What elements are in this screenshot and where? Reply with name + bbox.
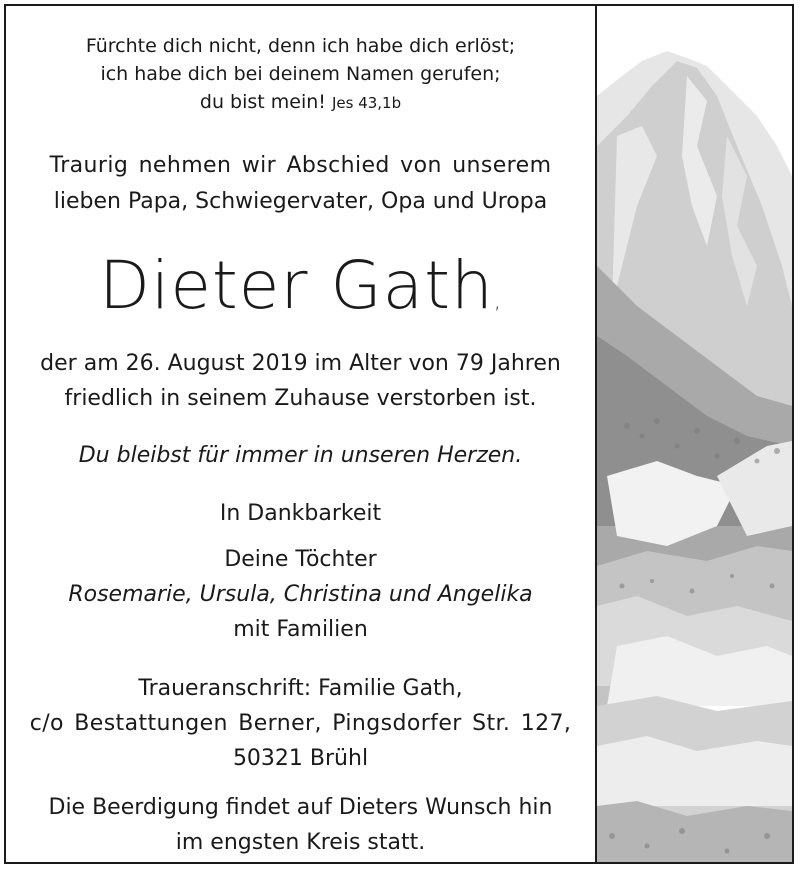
motto: Du bleibst für immer in unseren Herzen. (78, 443, 523, 468)
notice-text-column (6, 6, 595, 862)
verse-reference: Jes 43,1b (331, 94, 402, 112)
families-line: mit Familien (233, 617, 368, 642)
verse-line-3 (6, 88, 595, 117)
deceased-name (6, 246, 595, 342)
details-line-2: friedlich in seinem Zuhause verstorben ist. (64, 386, 537, 411)
deceased-name-comma: , (493, 289, 502, 314)
funeral-line-2: im engsten Kreis statt. (175, 830, 426, 855)
verse-text: du bist mein! (199, 91, 326, 113)
intro-line-1: Traurig nehmen wir Abschied von unserem (49, 153, 552, 178)
deceased-name-text: Dieter Gath (99, 247, 494, 324)
funeral-line-1: Die Beerdigung findet auf Dieters Wunsch hin (48, 795, 553, 820)
address-line-3: 50321 Brühl (232, 746, 369, 771)
relation-line: Deine Töchter (224, 547, 377, 572)
verse-line-2: ich habe dich bei deinem Namen gerufen; (100, 63, 501, 85)
address-line-2: c/o Bestattungen Berner, Pingsdorfer Str. 127, (29, 711, 572, 736)
daughters-names: Rosemarie, Ursula, Christina und Angelika (68, 582, 533, 607)
gratitude-line: In Dankbarkeit (219, 501, 382, 526)
mountain-landscape-image (597, 6, 792, 862)
verse-line-1: Fürchte dich nicht, denn ich habe dich erlöst; (85, 35, 516, 57)
mountain-landscape-svg (597, 6, 792, 862)
address-line-1: Traueranschrift: Familie Gath, (138, 676, 463, 701)
details-line-1: der am 26. August 2019 im Alter von 79 Jahren (40, 351, 561, 376)
intro-line-2: lieben Papa, Schwiegervater, Opa und Uropa (53, 189, 548, 214)
